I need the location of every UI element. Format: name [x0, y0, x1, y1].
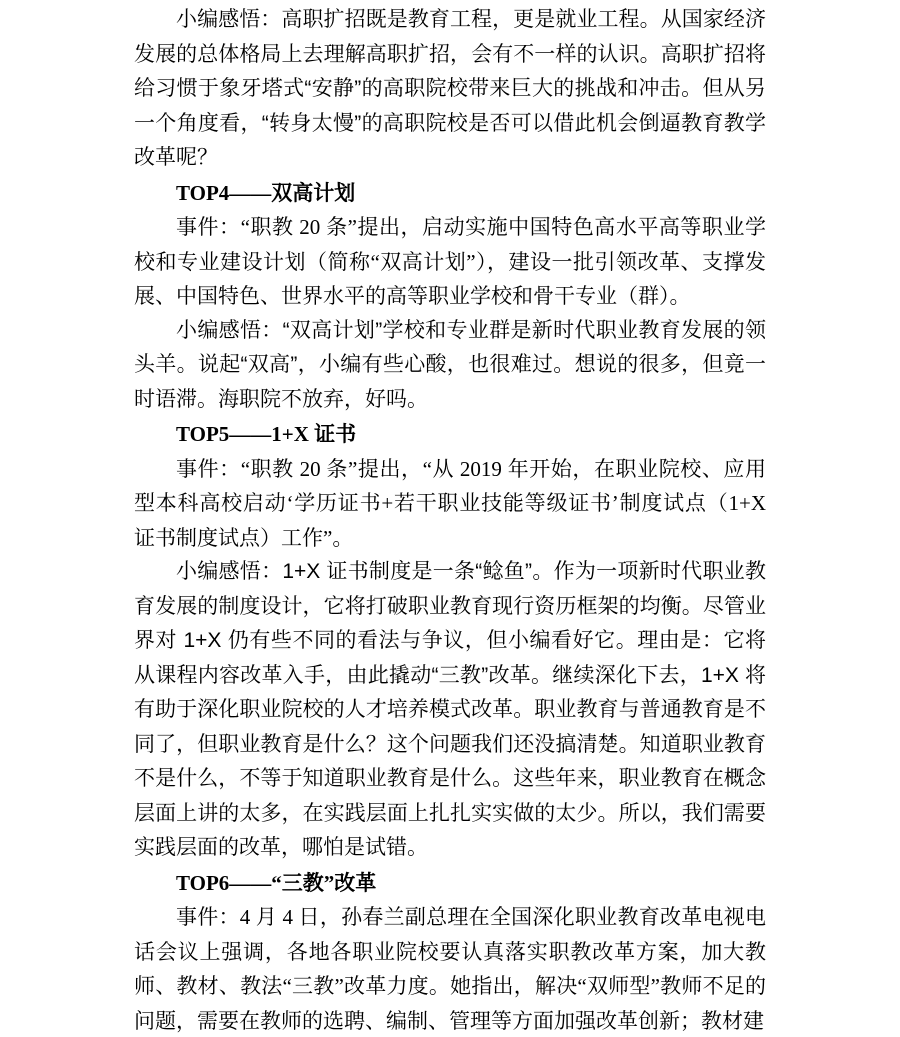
section-heading-top6: TOP6——“三教”改革 — [176, 870, 377, 895]
reflection-paragraph-shuanggao: 小编感悟：“双高计划”学校和专业群是新时代职业教育发展的领头羊。说起“双高”，小编有些心酸，也很难过。想说的很多，但竟一时语滞。海职院不放弃，好吗。 — [134, 318, 766, 411]
event-paragraph-shuanggao: 事件：“职教 20 条”提出，启动实施中国特色高水平高等职业学校和专业建设计划（简称“双高计划”），建设一批引领改革、支撑发展、中国特色、世界水平的高等职业学校和骨干专业（群）。 — [134, 215, 766, 308]
section-heading-top5: TOP5——1+X 证书 — [176, 422, 357, 446]
section-heading-top4: TOP4——双高计划 — [176, 180, 356, 205]
page-text-column — [134, 3, 766, 1037]
reflection-paragraph-gaozhi-kuozhao: 小编感悟：高职扩招既是教育工程，更是就业工程。从国家经济发展的总体格局上去理解高职扩招，会有不一样的认识。高职扩招将给习惯于象牙塔式“安静”的高职院校带来巨大的挑战和冲击。但从另一个角度看，“转身太慢”的高职院校是否可以借此机会倒逼教育教学改革呢？ — [134, 8, 766, 169]
event-paragraph-1x-zhengshu: 事件：“职教 20 条”提出，“从 2019 年开始，在职业院校、应用型本科高校启动‘学历证书+若干职业技能等级证书’制度试点（1+X 证书制度试点）工作”。 — [134, 456, 766, 550]
event-paragraph-sanjiao-gaige: 事件：4 月 4 日，孙春兰副总理在全国深化职业教育改革电视电话会议上强调，各地各职业院校要认真落实职教改革方案，加大教师、教材、教法“三教”改革力度。她指出，解决“双师型”教师不足的问题，需要在教师的选聘、编制、管理等方面加强改革创新；教材建 — [134, 905, 766, 1033]
reflection-paragraph-1x-zhengshu: 小编感悟：1+X 证书制度是一条“鲶鱼”。作为一项新时代职业教育发展的制度设计，它将打破职业教育现行资历框架的均衡。尽管业界对 1+X 仍有些不同的看法与争议，但小编看好它。理由是：它将从课程内容改革入手，由此撬动“三教”改革。继续深化下去，1+X 将有助于深化职业院校的人才培养模式改革。职业教育与普通教育是不同了，但职业教育是什么？这个问题我们还没搞清楚。知道职业教育不是什么，不等于知道职业教育是什么。这些年来，职业教育在概念层面上讲的太多，在实践层面上扎扎实实做的太少。所以，我们需要实践层面的改革，哪怕是试错。 — [134, 560, 766, 859]
